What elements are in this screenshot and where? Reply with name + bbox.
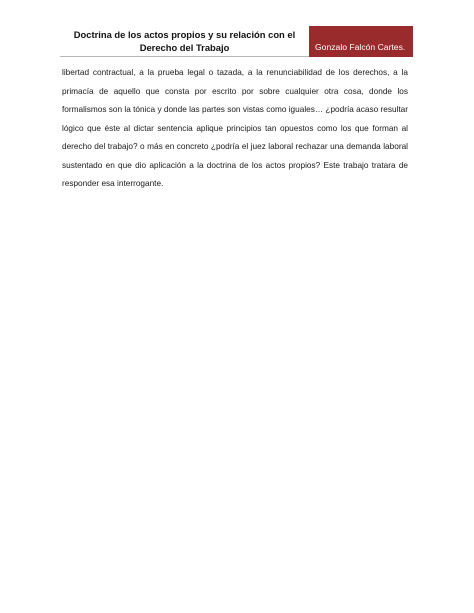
page-header bbox=[60, 26, 413, 57]
header-author-box: Gonzalo Falcón Cartes. bbox=[309, 26, 413, 57]
header-document-title: Doctrina de los actos propios y su relación con el Derecho del Trabajo bbox=[60, 26, 309, 57]
body-paragraph: libertad contractual, a la prueba legal o tazada, a la renunciabilidad de los derechos, a la primacía de aquello que consta por escrito por sobre cualquier otra cosa, donde los formalismos son la tónica y donde las partes son vistas como iguales… ¿podría acaso resultar lógico que éste al dictar sentencia aplique principios tan opuestos como los que forman al derecho del trabajo? o más en concreto ¿podría el juez laboral rechazar una demanda laboral sustentado en que dio aplicación a la doctrina de los actos propios? Este trabajo tratara de responder esa interrogante. bbox=[62, 68, 408, 188]
